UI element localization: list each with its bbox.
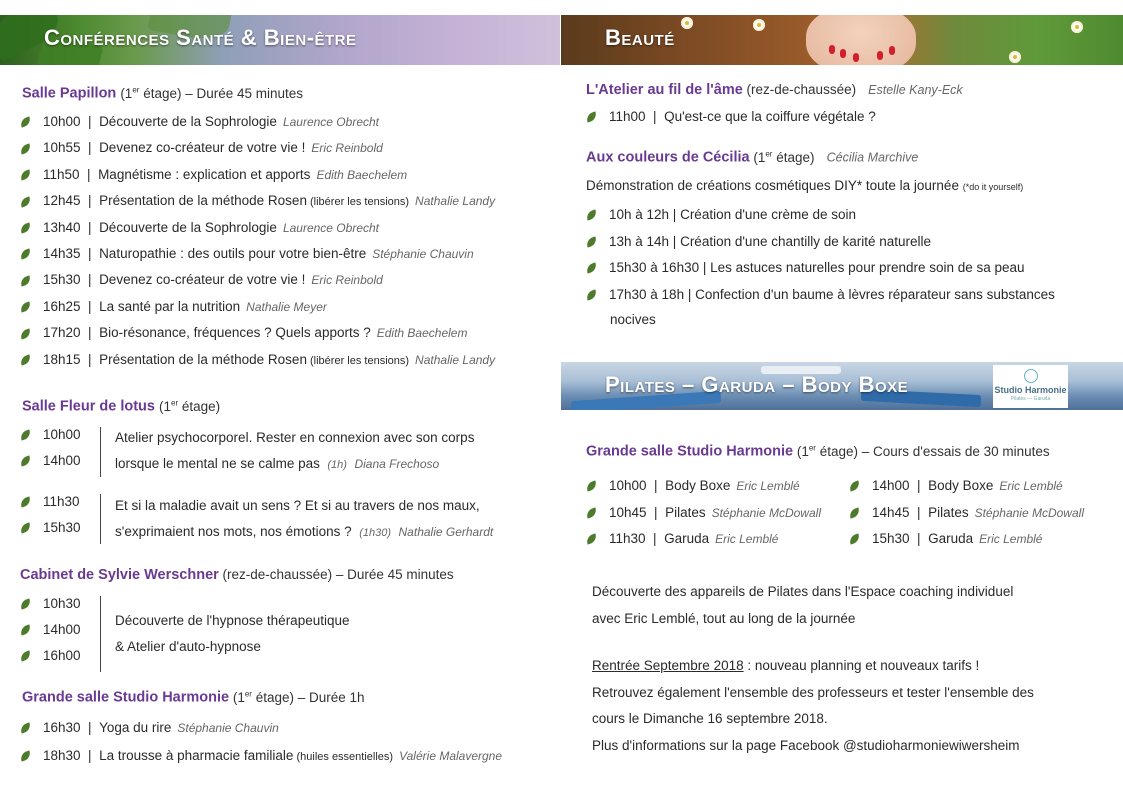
list-item [20,494,80,509]
speaker: Stéphanie Chauvin [177,721,279,735]
lotus-group-2-desc [115,493,493,546]
speaker: Laurence Obrecht [282,220,379,235]
leaf-bullet-icon [19,598,32,609]
speaker: Cécilia Marchive [826,150,919,165]
leaf-bullet-icon [19,222,32,233]
list-item: 11h30 | Garuda Eric Lemblé [586,531,778,546]
time: 11h00 [609,109,646,124]
leaf-bullet-icon [19,196,32,207]
leaf-bullet-icon [585,210,598,221]
note: (libérer les tensions) [306,196,410,209]
time: 14h45 [872,504,910,520]
time: 17h20 [43,325,81,341]
title: 10h à 12h | Création d'une crème de soin [609,207,856,222]
floor-suffix: étage) – Durée 45 minutes [139,85,304,101]
list-item: 16h25 | La santé par la nutrition Nathalie Meyer [20,299,327,314]
time: 10h00 [43,427,81,442]
floor-sup: er [765,149,773,158]
list-item [20,520,81,535]
floor-sup: er [244,689,252,698]
time: 14h00 [43,453,81,468]
list-item: 10h55 | Devenez co-créateur de votre vie ! Eric Reinbold [20,140,383,155]
title: Body Boxe [928,478,994,493]
list-item: 15h30 | Devenez co-créateur de votre vie ! Eric Reinbold [20,272,383,287]
desc-line: Découverte de l'hypnose thérapeutique [115,613,350,628]
list-item: 14h35 | Naturopathie : des outils pour votre bien-être Stéphanie Chauvin [20,246,474,261]
list-item [20,622,81,637]
leaf-bullet-icon [585,481,598,492]
room-detail: (rez-de-chaussée) – Durée 45 minutes [218,567,454,582]
leaf-bullet-icon [585,289,598,300]
time: 15h30 [872,531,910,546]
speaker: Eric Lemblé [715,532,779,546]
title: Bio-résonance, fréquences ? Quels apports ? [99,325,371,341]
list-item: 18h15 | Présentation de la méthode Rosen (libérer les tensions) Nathalie Landy [20,352,495,367]
speaker: Nathalie Landy [415,194,496,209]
studio-harmonie-logo [993,365,1068,408]
list-item: 18h30 | La trousse à pharmacie familiale (huiles essentielles) Valérie Malavergne [20,748,502,763]
speaker: Laurence Obrecht [282,115,379,129]
leaf-bullet-icon [19,275,32,286]
leaf-bullet-icon [848,534,861,545]
time: 10h30 [43,596,81,611]
speaker: Stéphanie Chauvin [372,247,474,261]
room-name: Grande salle Studio Harmonie [586,443,794,460]
face-photo [806,15,916,65]
leaf-bullet-icon [585,112,598,123]
speaker: Edith Baechelem [316,167,408,182]
speaker: Nathalie Meyer [246,299,327,314]
grande-salle-heading [22,689,365,706]
list-item: 12h45 | Présentation de la méthode Rosen (libérer les tensions) Nathalie Landy [20,193,495,208]
speaker: Diana Frechoso [354,457,440,471]
list-item [20,648,81,663]
leaf-bullet-icon [19,455,32,466]
speaker: Estelle Kany-Eck [868,83,963,97]
paragraph-line: Découverte des appareils de Pilates dans l'Espace coaching individuel [592,584,1014,599]
time: 18h15 [43,351,81,367]
title: La trousse à pharmacie familiale [99,748,294,763]
note: (huiles essentielles) [293,751,394,763]
floor-suffix: étage) – Cours d'essais de 30 minutes [815,443,1050,459]
cabinet-times [20,596,110,674]
speaker: Eric Lemblé [736,479,800,493]
list-item: 16h30 | Yoga du rire Stéphanie Chauvin [20,720,279,735]
paragraph-text: : nouveau planning et nouveaux tarifs ! [743,658,980,673]
conferences-column [0,0,560,794]
list-item [20,427,81,442]
time: 16h25 [43,298,81,314]
list-item: 10h00 | Body Boxe Eric Lemblé [586,478,800,493]
time: 10h55 [43,140,81,156]
flower-decoration [1071,21,1083,33]
paragraph-line: Retrouvez également l'ensemble des professeurs et tester l'ensemble des [592,684,1034,700]
pilates-grande-salle-heading [586,443,1050,460]
logo-icon [1024,369,1038,383]
list-item: 17h20 | Bio-résonance, fréquences ? Quels apports ? Edith Baechelem [20,325,467,340]
time: 16h00 [43,648,81,663]
flower-decoration [753,19,765,31]
title: Magnétisme : explication et apports [98,166,311,182]
time: 13h40 [43,219,81,235]
title: Pilates [928,504,969,520]
title: Qu'est-ce que la coiffure végétale ? [664,109,876,124]
leaf-bullet-icon [19,723,32,734]
title: 17h30 à 18h | Confection d'un baume à lèvres réparateur sans substances [609,286,1055,302]
pilates-title: Pilates – Garuda – Body Boxe [605,372,909,397]
speaker: Nathalie Landy [415,352,496,367]
time: 16h30 [43,720,81,735]
time: 12h45 [43,193,81,209]
leaf-bullet-icon [19,650,32,661]
title: Présentation de la méthode Rosen [99,193,307,209]
list-item [586,234,931,249]
lotus-group-1-desc [115,425,474,478]
floor-prefix: (1 [229,689,245,705]
lotus-group-2-times [20,494,110,546]
list-item: 15h30 | Garuda Eric Lemblé [849,531,1042,546]
logo-sub: Pilates — Garuda [1010,396,1051,402]
paragraph-line: avec Eric Lemblé, tout au long de la journée [592,610,856,626]
atelier-heading [586,82,963,98]
logo-name: Studio Harmonie [994,385,1067,395]
list-item: 10h00 | Découverte de la Sophrologie Laurence Obrecht [20,114,379,129]
title: Garuda [664,531,710,546]
title: Garuda [928,531,974,546]
room-name: Salle Fleur de lotus [22,398,155,415]
floor-prefix: (1 [158,398,171,414]
title: Naturopathie : des outils pour votre bien-être [99,246,367,261]
time: 14h00 [43,622,81,637]
list-item: 11h00 | Qu'est-ce que la coiffure végétale ? [586,109,876,124]
title: Découverte de la Sophrologie [99,219,277,235]
room-name: L'Atelier au fil de l'âme [586,82,743,98]
cecilia-heading [586,149,918,166]
time: 14h00 [872,478,910,493]
leaf-bullet-icon [19,143,32,154]
room-name: Grande salle Studio Harmonie [22,689,230,706]
list-item [586,207,856,222]
beaute-pilates-column [561,0,1123,794]
time: 10h45 [609,504,647,520]
floor-prefix: (1 [793,443,809,459]
salle-lotus-heading [22,398,220,415]
list-item [586,287,1055,302]
floor-prefix: (1 [120,85,133,101]
nail-decoration [853,53,859,62]
rentree-paragraph [592,653,1034,759]
list-item [20,596,81,611]
speaker: Eric Lemblé [999,479,1063,493]
cecilia-intro [586,178,1023,193]
time: 10h00 [609,478,647,493]
time: 15h30 [43,272,81,288]
speaker: Valérie Malavergne [399,749,503,763]
floor-suffix: étage) – Durée 1h [251,689,365,705]
room-detail: (rez-de-chaussée) [742,82,857,97]
time: 11h30 [609,531,646,546]
room-name: Salle Papillon [22,85,117,102]
desc-line: Atelier psychocorporel. Rester en connexion avec son corps [115,430,475,445]
duration: (1h30) [359,527,391,539]
beaute-title: Beauté [605,25,675,50]
title: La santé par la nutrition [99,298,241,314]
title: Présentation de la méthode Rosen [99,351,307,367]
title: 15h30 à 16h30 | Les astuces naturelles pour prendre soin de sa peau [609,260,1025,275]
room-name: Cabinet de Sylvie Werschner [20,567,219,583]
leaf-bullet-icon [19,751,32,762]
list-item: 13h40 | Découverte de la Sophrologie Laurence Obrecht [20,220,379,235]
list-item: 10h45 | Pilates Stéphanie McDowall [586,505,821,520]
leaf-bullet-icon [19,522,32,533]
rentree-link[interactable]: Rentrée Septembre 2018 [592,658,744,673]
nail-decoration [840,49,846,58]
speaker: Edith Baechelem [376,326,468,341]
leaf-bullet-icon [585,263,598,274]
leaf-bullet-icon [19,354,32,365]
note: (libérer les tensions) [306,354,410,367]
speaker: Eric Reinbold [311,273,383,288]
leaf-bullet-icon [585,236,598,247]
time: 15h30 [43,520,81,535]
floor-suffix: étage) [178,398,221,414]
conferences-title: Conférences Santé & Bien-être [44,25,357,50]
title: Pilates [665,504,706,520]
room-name: Aux couleurs de Cécilia [586,149,750,166]
floor-suffix: étage) [772,149,815,165]
leaf-bullet-icon [585,507,598,518]
speaker: Nathalie Gerhardt [398,525,494,539]
desc-line: Et si la maladie avait un sens ? Et si au travers de nos maux, [115,498,480,513]
speaker: Eric Reinbold [311,141,383,156]
nail-decoration [829,45,835,54]
leaf-bullet-icon [19,624,32,635]
desc-line: s'exprimaient nos mots, nos émotions ? [115,524,352,539]
speaker: Stéphanie McDowall [711,505,821,520]
flower-decoration [681,17,693,29]
conferences-banner [0,15,560,65]
cabinet-heading [20,567,454,583]
list-item [586,260,1025,275]
divider [100,494,101,544]
beaute-banner [561,15,1123,65]
floor-sup: er [171,398,179,407]
paragraph-line: Plus d'informations sur la page Facebook @studioharmoniewiwersheim [592,737,1020,753]
nail-decoration [877,51,883,60]
list-item [20,453,81,468]
duration: (1h) [327,459,347,471]
floor-prefix: (1 [749,149,766,165]
title: Devenez co-créateur de votre vie ! [99,272,306,288]
title: Découverte de la Sophrologie [99,114,277,129]
decouverte-paragraph [592,579,1013,632]
leaf-bullet-icon [19,249,32,260]
nail-decoration [889,46,895,55]
intro-text: Démonstration de créations cosmétiques DIY* toute la journée [586,178,959,193]
salle-papillon-heading [22,85,303,102]
leaf-bullet-icon [848,507,861,518]
time: 11h50 [43,166,80,182]
leaf-bullet-icon [585,534,598,545]
leaf-bullet-icon [19,496,32,507]
leaf-bullet-icon [19,429,32,440]
divider [100,596,101,672]
title: 13h à 14h | Création d'une chantilly de karité naturelle [609,233,932,249]
flower-decoration [1009,51,1021,63]
divider [100,427,101,477]
leaf-bullet-icon [19,170,32,181]
list-item: 14h00 | Body Boxe Eric Lemblé [849,478,1063,493]
time: 14h35 [43,246,81,261]
leaf-bullet-icon [19,117,32,128]
pilates-banner [561,362,1123,410]
list-item: 11h50 | Magnétisme : explication et apports Edith Baechelem [20,167,407,182]
cabinet-desc [115,608,350,660]
lotus-group-1-times [20,427,110,479]
time: 11h30 [43,494,80,509]
title: Body Boxe [665,478,731,493]
speaker: Eric Lemblé [979,532,1043,546]
title: Yoga du rire [99,720,172,735]
leaf-bullet-icon [19,302,32,313]
list-item-continuation: nocives [610,312,656,327]
paragraph-line: cours le Dimanche 16 septembre 2018. [592,711,828,726]
floor-sup: er [808,443,816,452]
title: Devenez co-créateur de votre vie ! [99,140,306,156]
desc-line: lorsque le mental ne se calme pas [115,456,320,471]
leaf-bullet-icon [848,481,861,492]
leaf-bullet-icon [19,328,32,339]
desc-line: & Atelier d'auto-hypnose [115,639,261,654]
floor-sup: er [132,85,140,94]
time: 10h00 [43,114,81,129]
time: 18h30 [43,748,81,763]
intro-note: (*do it yourself) [962,182,1024,192]
speaker: Stéphanie McDowall [974,505,1084,520]
list-item: 14h45 | Pilates Stéphanie McDowall [849,505,1084,520]
